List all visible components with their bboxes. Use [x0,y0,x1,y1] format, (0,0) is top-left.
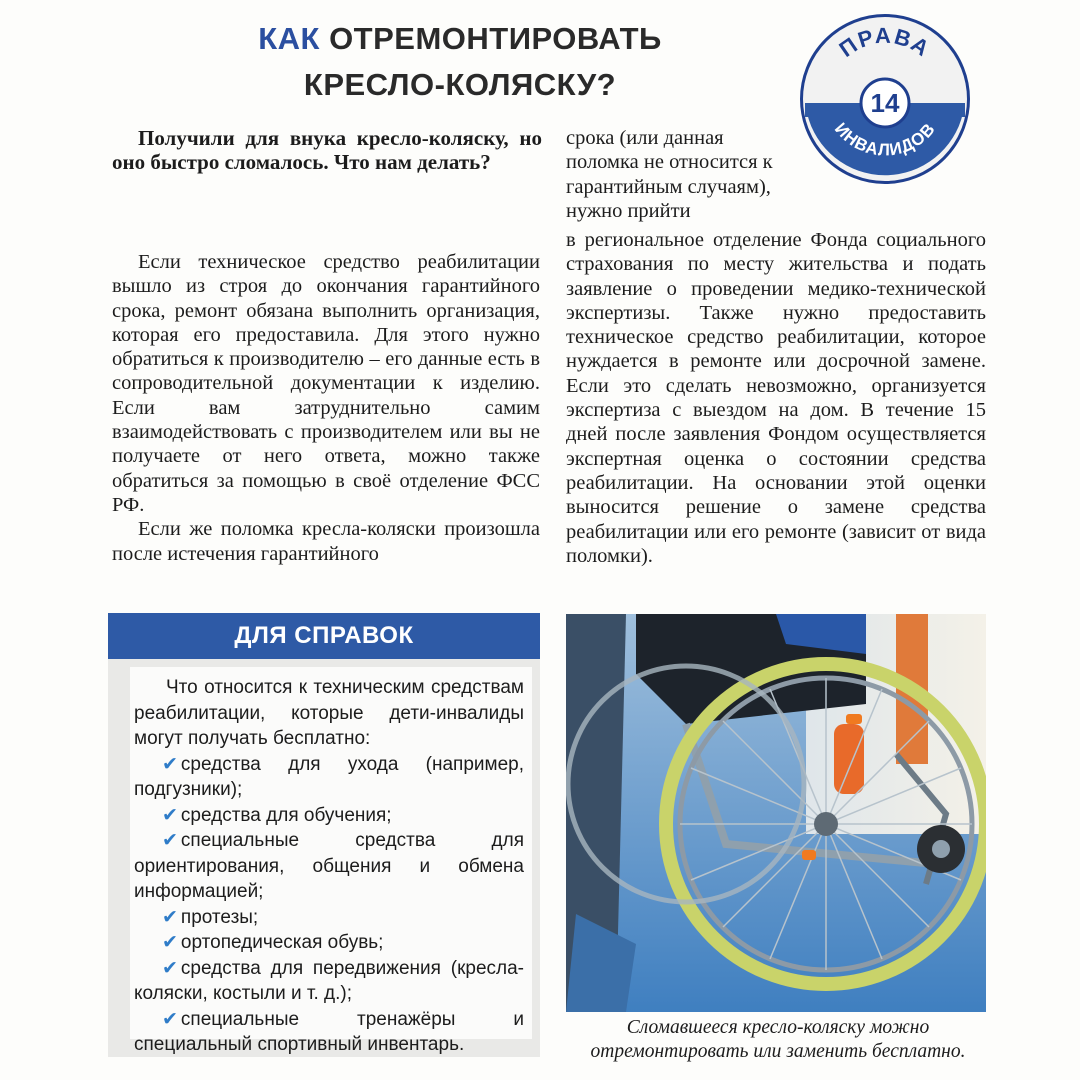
headline-accent: КАК [258,21,320,56]
headline-line-1 [200,16,720,62]
rubric-badge-graphic [803,17,967,181]
list-item [134,956,524,1007]
infobox [108,659,540,1057]
list-item-text: специальные средства для ориентирования, общения и обмена информацией; [134,830,524,902]
list-item-text: средства для ухода (например, подгузники); [134,753,524,800]
checkmark-icon: ✔ [162,830,178,851]
list-item [134,828,524,905]
checkmark-icon: ✔ [162,753,178,775]
badge-number: 14 [870,88,900,118]
wheelchair-photo [566,614,986,1012]
list-item [134,803,524,829]
headline-line-2: КРЕСЛО-КОЛЯСКУ? [303,67,617,102]
checkmark-icon: ✔ [162,906,178,928]
infobox-intro: Что относится к техническим средствам реабилитации, которые дети-инвалиды могут получать бесплатно: [134,677,524,749]
checkmark-icon: ✔ [162,1008,178,1030]
article-paragraph: Если же поломка кресла-коляски произошла после истечения гарантийного [112,518,540,565]
photo-caption: Сломавшееся кресло-коляску можно отремонтировать или заменить бесплатно. [590,1017,966,1062]
article-column-left [112,250,540,566]
list-item-text: средства для обучения; [180,804,392,826]
checkmark-icon: ✔ [162,932,178,953]
list-item [134,930,524,956]
article-column-right [566,228,986,568]
infobox-title: ДЛЯ СПРАВОК [108,613,540,659]
wheel-graphic [666,664,986,984]
wheelchair-illustration [566,614,986,1012]
infobox-list [134,752,524,1058]
list-item-text: протезы; [180,906,259,928]
headline [200,16,720,108]
checkmark-icon: ✔ [162,957,178,979]
article-paragraph: Если техническое средство реабилитации вышло из строя до окончания гарантийного срока, ремонт обязана выполнить организация, которая его предоставила. Для этого нужно обратиться к производителю – его данные есть в сопроводительной документации к изделию. Если вам затруднительно самим взаимодействовать с производителем или вы не получаете от него ответа, можно также обратиться за помощью в своё отделение ФСС РФ. [112,251,540,516]
article-paragraph-continued: в региональное отделение Фонда социального страхования по месту жительства и подать заявление о проведении медико-технической экспертизы. Также нужно предоставить техническое средство реабилитации, которое нуждается в ремонте или досрочной замене. Если это сделать невозможно, организуется экспертиза с выездом на дом. В течение 15 дней после заявления Фондом осуществляется экспертная оценка о состоянии средства реабилитации. На основании этой оценки выносится решение о замене средства реабилитации или его ремонте (зависит от вида поломки). [566,229,986,567]
list-item [134,905,524,931]
list-item-text: ортопедическая обувь; [180,932,384,953]
list-item-text: специальные тренажёры и специальный спортивный инвентарь. [134,1008,524,1055]
badge-top-text: ПРАВА [834,22,936,63]
infobox-content [130,667,532,1055]
list-item-text: средства для передвижения (кресла-коляски, костыли и т. д.); [134,957,524,1004]
list-item [134,1007,524,1058]
list-item [134,752,524,803]
article-column-right-top [566,126,798,223]
rubric-badge [800,14,970,184]
article-paragraph-continued: срока (или данная поломка не относится к гарантийным случаям), нужно прийти [566,127,773,222]
badge-bottom-text: ИНВАЛИДОВ [830,119,940,160]
reader-question: Получили для внука кресло-коляску, но оно быстро сломалось. Что нам делать? [112,126,542,174]
headline-line-1-rest: ОТРЕМОНТИРОВАТЬ [329,21,662,56]
checkmark-icon: ✔ [162,804,178,826]
